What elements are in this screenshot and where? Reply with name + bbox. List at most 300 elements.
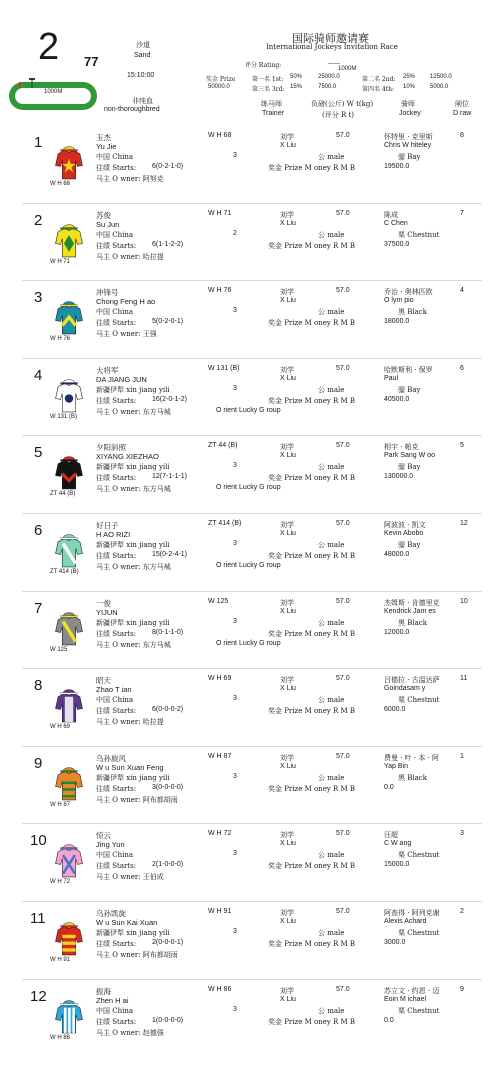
row-divider: [22, 358, 482, 359]
prize-1st-pct: 50%: [290, 74, 303, 80]
jockey-en: Park Sang W oo: [384, 452, 435, 460]
horse-age: 3: [233, 617, 237, 625]
jockey-silks-icon: [48, 530, 90, 572]
horse-origin: 中国 China: [96, 308, 134, 317]
track-distance-label: 1000M: [44, 89, 63, 95]
jockey-silks-icon: [48, 220, 90, 262]
prize-money-label: 奖金 Prize M oney R M B: [268, 707, 356, 716]
draw-number: 12: [460, 520, 468, 527]
horse-name-cn: 苏俊: [96, 210, 111, 220]
rating-value: ——: [328, 60, 340, 67]
prize-money-label: 奖金 Prize M oney R M B: [268, 552, 356, 560]
col-trainer-en: Trainer: [262, 110, 284, 117]
horse-age: 3: [233, 1005, 237, 1013]
horse-name-en: W u Sun Kai Xuan: [96, 918, 158, 927]
horse-name-en: H AO RIZI: [96, 530, 131, 539]
col-weight: 负磅(公斤) W t(kg): [311, 100, 374, 108]
horse-code: W H 71: [208, 209, 232, 217]
horse-sex: 公 male: [318, 929, 345, 937]
jockey-en: Paul: [384, 374, 399, 382]
starts-record: 15(0-2-4-1): [152, 551, 188, 558]
horse-origin: 中国 China: [96, 153, 134, 161]
runner-number: 3: [34, 289, 43, 307]
horse-color: 骝 Bay: [398, 385, 421, 394]
prize-label: 奖金 Prize: [206, 76, 236, 83]
owner: 马主 O wner: 哈拉提: [96, 718, 164, 727]
horse-age: 3: [233, 384, 237, 392]
runner-number: 8: [34, 677, 43, 695]
trainer-cn: 刘学: [280, 986, 294, 995]
carried-weight: 57.0: [336, 597, 350, 605]
starts-label: 往绩 Starts:: [96, 474, 137, 483]
breed-en: non-thoroughbred: [104, 106, 160, 113]
horse-name-cn: 大将军: [96, 365, 119, 375]
owner: 马主 O wner: 赵德强: [96, 1028, 164, 1037]
trainer-en: X Liu: [280, 530, 296, 537]
starts-label: 往绩 Starts:: [96, 552, 137, 560]
trainer-cn: 刘学: [280, 753, 294, 762]
starts-record: 12(7-1-1-1): [152, 473, 188, 481]
row-divider: [22, 668, 482, 669]
prize-money: 15000.0: [384, 861, 410, 869]
horse-code: W H 86: [208, 985, 232, 993]
horse-code-small: W H 76: [50, 336, 71, 343]
runner-number: 6: [34, 522, 43, 539]
trainer-cn: 刘学: [280, 831, 294, 840]
horse-name-cn: 玉杰: [96, 133, 111, 142]
horse-color: 栗 Chestnut: [398, 230, 440, 239]
runner-number: 10: [30, 832, 47, 850]
horse-name-cn: 乌孙凯旋: [96, 909, 126, 918]
horse-name-cn: 一俊: [96, 598, 111, 608]
horse-age: 3: [233, 152, 237, 159]
horse-age: 3: [233, 850, 237, 858]
horse-origin: 新疆伊犁 xin jiang yili: [96, 385, 170, 394]
col-rating: (评分 R t): [322, 111, 354, 119]
prize-4th-pct: 10%: [403, 84, 416, 90]
trainer-cn: 刘学: [280, 598, 294, 607]
carried-weight: 57.0: [336, 520, 350, 527]
jockey-en: Kendrick Jam es: [384, 607, 436, 615]
horse-name-en: Su Jun: [96, 219, 120, 229]
horse-code-small: W H 87: [50, 801, 71, 808]
prize-money: 48000.0: [384, 551, 410, 558]
starts-label: 往绩 Starts:: [96, 707, 137, 716]
owner: 马主 O wner: 阿布都胡雨: [96, 795, 178, 804]
prize-2nd-label: 第二名 2nd:: [362, 76, 396, 83]
horse-name-cn: 乌孙旋风: [96, 753, 126, 763]
horse-code-small: W 131 (B): [50, 413, 78, 420]
jockey-cn: 汪超: [384, 831, 398, 840]
draw-number: 1: [460, 752, 464, 760]
trainer-en: X Liu: [280, 995, 296, 1003]
prize-money: 0.0: [384, 1016, 394, 1024]
starts-label: 往绩 Starts:: [96, 862, 137, 871]
draw-number: 9: [460, 985, 464, 993]
jockey-en: Chris W hiteley: [384, 142, 432, 149]
owner: 马主 O wner: 哈拉提: [96, 252, 164, 261]
carried-weight: 57.0: [336, 209, 350, 217]
horse-name-cn: 惊云: [96, 831, 111, 841]
horse-age: 3: [233, 695, 237, 703]
horse-origin: 新疆伊犁 xin jiang yili: [96, 618, 170, 627]
row-divider: [22, 746, 482, 747]
jockey-en: Alexis Achard: [384, 918, 427, 925]
horse-origin: 新疆伊犁 xin jiang yili: [96, 541, 170, 549]
horse-code-small: W H 86: [50, 1034, 71, 1041]
jockey-silks-icon: [48, 297, 90, 339]
horse-sex: 公 male: [318, 618, 345, 627]
prize-2nd-pct: 25%: [403, 74, 416, 80]
prize-money: 40500.0: [384, 395, 410, 403]
horse-name-en: Jing Yun: [96, 840, 125, 850]
horse-code: W H 69: [208, 675, 232, 683]
starts-label: 往绩 Starts:: [96, 241, 137, 250]
jockey-cn: 乔治 · 奥林匹欧: [384, 288, 433, 297]
carried-weight: 57.0: [336, 287, 350, 295]
horse-sex: 公 male: [318, 1006, 345, 1015]
draw-number: 7: [460, 209, 464, 217]
owner-group: O rient Lucky G roup: [216, 406, 281, 414]
prize-money-label: 奖金 Prize M oney R M B: [268, 164, 356, 172]
horse-code: W H 68: [208, 132, 232, 139]
jockey-cn: 阿查得 · 阿列克谢: [384, 909, 440, 917]
carried-weight: 57.0: [336, 908, 350, 915]
starts-record: 8(0-1-1-0): [152, 628, 184, 636]
jockey-silks-icon: [48, 840, 90, 882]
horse-sex: 公 male: [318, 773, 345, 782]
jockey-en: Goindasam y: [384, 685, 426, 693]
carried-weight: 57.0: [336, 442, 350, 450]
jockey-en: O lym pio: [384, 297, 414, 305]
horse-age: 3: [233, 462, 237, 470]
horse-code-small: ZT 414 (B): [50, 569, 79, 575]
starts-record: 16(2-0-1-2): [152, 395, 188, 403]
horse-sex: 公 male: [318, 308, 345, 317]
owner: 马主 O wner: 东方马城: [96, 407, 171, 416]
horse-name-en: Chong Feng H ao: [96, 297, 156, 307]
prize-money-label: 奖金 Prize M oney R M B: [268, 629, 356, 638]
jockey-cn: 吕德拉 · 古温达萨: [384, 676, 440, 685]
trainer-en: X Liu: [280, 219, 296, 227]
runner-number: 1: [34, 134, 43, 151]
horse-name-cn: 冲锋号: [96, 288, 119, 298]
prize-money: 19500.0: [384, 163, 410, 170]
horse-code-small: W H 69: [50, 724, 71, 731]
race-number: 2: [38, 26, 60, 68]
horse-age: 3: [233, 307, 237, 315]
starts-record: 2(1-0-0-0): [152, 861, 184, 869]
trainer-en: X Liu: [280, 297, 296, 305]
starts-label: 往绩 Starts:: [96, 396, 137, 405]
draw-number: 4: [460, 287, 464, 295]
horse-code: W H 87: [208, 752, 232, 760]
trainer-en: X Liu: [280, 762, 296, 770]
jockey-silks-icon: [48, 452, 90, 494]
horse-code: W 131 (B): [208, 364, 240, 372]
runner-number: 5: [34, 444, 43, 462]
trainer-en: X Liu: [280, 685, 296, 693]
prize-money: 3000.0: [384, 939, 406, 946]
horse-sex: 公 male: [318, 463, 345, 472]
starts-record: 6(1-1-2-2): [152, 240, 184, 248]
carried-weight: 57.0: [336, 985, 350, 993]
jockey-cn: 哈默斯利 · 保罗: [384, 365, 433, 374]
draw-number: 10: [460, 597, 468, 605]
starts-label: 往绩 Starts:: [96, 940, 137, 948]
runner-number: 9: [34, 754, 43, 772]
carried-weight: 57.0: [336, 752, 350, 760]
prize-money-label: 奖金 Prize M oney R M B: [268, 940, 356, 948]
race-title-en: International Jockeys Invitation Race: [266, 43, 398, 51]
horse-code: ZT 414 (B): [208, 520, 242, 527]
draw-number: 3: [460, 830, 464, 838]
prize-money: 0.0: [384, 783, 394, 791]
prize-2nd-amt: 12500.0: [430, 74, 452, 80]
race-distance: 1000M: [338, 66, 357, 72]
prize-money: 37500.0: [384, 240, 410, 248]
draw-number: 5: [460, 442, 464, 450]
row-divider: [22, 280, 482, 281]
trainer-cn: 刘学: [280, 521, 294, 529]
draw-number: 8: [460, 132, 464, 139]
prize-money: 130000.0: [384, 473, 414, 481]
prize-3rd-amt: 7500.0: [318, 84, 337, 90]
jockey-cn: 杰姆斯 · 肯德里克: [384, 598, 440, 607]
horse-code-small: ZT 44 (B): [50, 491, 76, 498]
starts-record: 3(0-0-0-0): [152, 783, 184, 791]
horse-name-en: XIYANG XIEZHAO: [96, 452, 159, 462]
horse-color: 黑 Black: [398, 308, 427, 317]
horse-name-en: Zhao T ian: [96, 685, 132, 695]
trainer-en: X Liu: [280, 607, 296, 615]
jockey-silks-icon: [48, 142, 90, 184]
horse-code: ZT 44 (B): [208, 442, 238, 450]
jockey-silks-icon: [48, 608, 90, 650]
trainer-cn: 刘学: [280, 676, 294, 685]
trainer-cn: 刘学: [280, 909, 294, 917]
jockey-silks-icon: [48, 996, 90, 1038]
trainer-en: X Liu: [280, 374, 296, 382]
prize-4th-amt: 5000.0: [430, 84, 449, 90]
starts-label: 往绩 Starts:: [96, 629, 137, 638]
jockey-en: Yap Bin: [384, 762, 408, 770]
horse-name-en: Zhen H ai: [96, 995, 129, 1005]
race-track-icon: [8, 78, 98, 112]
horse-name-en: DA JIANG JUN: [96, 374, 147, 384]
horse-sex: 公 male: [318, 385, 345, 394]
runner-number: 7: [34, 599, 43, 617]
carried-weight: 57.0: [336, 830, 350, 838]
prize-money-label: 奖金 Prize M oney R M B: [268, 784, 356, 793]
starts-record: 6(0-2-1-0): [152, 163, 184, 170]
trainer-cn: 刘学: [280, 133, 294, 141]
horse-name-en: Yu Jie: [96, 142, 117, 151]
horse-code: W 125: [208, 597, 229, 605]
owner: 马主 O wner: 阿努克: [96, 175, 164, 183]
jockey-cn: 费曼 · 叶 · 本 · 阿: [384, 753, 440, 762]
jockey-en: Eoin M ichael: [384, 995, 427, 1003]
horse-code: W H 72: [208, 830, 232, 838]
trainer-cn: 刘学: [280, 210, 294, 219]
rating-label: 评分 Rating:: [245, 62, 282, 69]
col-jockey-cn: 骑师: [401, 100, 415, 108]
owner-group: O rient Lucky G roup: [216, 562, 281, 569]
runner-number: 4: [34, 366, 43, 384]
horse-age: 3: [233, 928, 237, 935]
prize-4th-label: 第四名 4th:: [362, 86, 395, 93]
horse-sex: 公 male: [318, 851, 345, 860]
prize-1st-label: 第一名 1st:: [252, 76, 284, 83]
jockey-en: C W ang: [384, 840, 412, 848]
prize-money-label: 奖金 Prize M oney R M B: [268, 474, 356, 483]
row-divider: [22, 823, 482, 824]
starts-label: 往绩 Starts:: [96, 164, 137, 172]
horse-origin: 新疆伊犁 xin jiang yili: [96, 929, 170, 937]
horse-code-small: W 125: [50, 646, 68, 653]
horse-sex: 公 male: [318, 153, 345, 161]
prize-money-label: 奖金 Prize M oney R M B: [268, 241, 356, 250]
prize-money: 12000.0: [384, 628, 410, 636]
starts-record: 5(0-2-0-1): [152, 318, 184, 326]
horse-color: 骝 Bay: [398, 153, 421, 161]
horse-origin: 中国 China: [96, 1006, 134, 1015]
horse-name-cn: 振海: [96, 986, 111, 996]
prize-3rd-pct: 15%: [290, 84, 303, 90]
owner: 马主 O wner: 东方马城: [96, 640, 171, 649]
trainer-cn: 刘学: [280, 443, 294, 452]
row-divider: [22, 435, 482, 436]
horse-color: 栗 Chestnut: [398, 696, 440, 705]
horse-name-cn: 好日子: [96, 521, 119, 530]
horse-code-small: W H 72: [50, 879, 71, 886]
starts-label: 往绩 Starts:: [96, 319, 137, 328]
trainer-en: X Liu: [280, 918, 296, 925]
horse-origin: 中国 China: [96, 230, 134, 239]
horse-name-cn: 昭天: [96, 676, 111, 686]
trainer-cn: 刘学: [280, 365, 294, 374]
col-draw-cn: 闸位: [455, 100, 469, 108]
horse-name-cn: 夕阳斜照: [96, 443, 126, 453]
surface-en: Sand: [134, 52, 151, 59]
horse-name-en: YIJUN: [96, 607, 118, 617]
breed-cn: 非纯血: [132, 97, 153, 105]
horse-color: 黑 Black: [398, 773, 427, 782]
surface-cn: 沙道: [136, 41, 150, 49]
race-title-cn: 国际骑师邀请赛: [292, 32, 369, 45]
row-divider: [22, 513, 482, 514]
horse-origin: 新疆伊犁 xin jiang yili: [96, 773, 170, 782]
horse-origin: 新疆伊犁 xin jiang yili: [96, 463, 170, 472]
jockey-silks-icon: [48, 763, 90, 805]
carried-weight: 57.0: [336, 132, 350, 139]
row-divider: [22, 901, 482, 902]
horse-code: W H 76: [208, 287, 232, 295]
draw-number: 6: [460, 364, 464, 372]
jockey-silks-icon: [48, 685, 90, 727]
owner: 马主 O wner: 阿布都胡雨: [96, 951, 178, 959]
horse-code-small: W H 68: [50, 181, 71, 187]
horse-color: 骝 Bay: [398, 541, 421, 549]
prize-money-label: 奖金 Prize M oney R M B: [268, 1017, 356, 1026]
horse-sex: 公 male: [318, 541, 345, 549]
trainer-en: X Liu: [280, 840, 296, 848]
jockey-cn: 怀特里 · 克里斯: [384, 133, 433, 141]
carried-weight: 57.0: [336, 364, 350, 372]
starts-record: 1(0-0-0-0): [152, 1016, 184, 1024]
trainer-en: X Liu: [280, 142, 296, 149]
jockey-silks-icon: [48, 918, 90, 960]
row-divider: [22, 591, 482, 592]
owner: 马主 O wner: 东方马城: [96, 563, 171, 571]
col-draw-en: D raw: [453, 110, 472, 117]
horse-sex: 公 male: [318, 230, 345, 239]
owner-group: O rient Lucky G roup: [216, 639, 281, 647]
starts-label: 往绩 Starts:: [96, 784, 137, 793]
prize-money: 18000.0: [384, 318, 410, 326]
owner-group: O rient Lucky G roup: [216, 484, 281, 492]
prize-3rd-label: 第三名 3rd:: [252, 86, 285, 93]
trainer-en: X Liu: [280, 452, 296, 460]
horse-color: 骝 Bay: [398, 463, 421, 472]
draw-number: 2: [460, 908, 464, 915]
horse-age: 3: [233, 772, 237, 780]
prize-money-label: 奖金 Prize M oney R M B: [268, 396, 356, 405]
prize-money-label: 奖金 Prize M oney R M B: [268, 319, 356, 328]
jockey-cn: 阿波波 · 凯文: [384, 521, 426, 529]
horse-age: 3: [233, 540, 237, 547]
draw-number: 11: [460, 675, 468, 683]
runner-number: 11: [30, 910, 46, 927]
race-distance-code: 77: [84, 54, 99, 69]
race-time: 15:10:00: [127, 72, 155, 79]
horse-origin: 中国 China: [96, 696, 134, 705]
col-trainer-cn: 练马师: [261, 100, 282, 108]
prize-total: 50000.0: [208, 84, 230, 90]
prize-money-label: 奖金 Prize M oney R M B: [268, 862, 356, 871]
trainer-cn: 刘学: [280, 288, 294, 297]
col-jockey-en: Jockey: [399, 110, 421, 117]
horse-code: W H 91: [208, 908, 232, 915]
horse-age: 2: [233, 229, 237, 237]
horse-color: 栗 Chestnut: [398, 1006, 440, 1015]
horse-color: 栗 Chestnut: [398, 851, 440, 860]
jockey-cn: 相宇 · 帕克: [384, 443, 419, 452]
owner: 马主 O wner: 东方马城: [96, 485, 171, 494]
runner-number: 2: [34, 211, 43, 229]
horse-sex: 公 male: [318, 696, 345, 705]
row-divider: [22, 979, 482, 980]
owner: 马主 O wner: 王伯成: [96, 873, 164, 882]
prize-1st-amt: 25000.0: [318, 74, 340, 80]
starts-record: 2(0-0-0-1): [152, 939, 184, 946]
horse-code-small: W H 91: [50, 957, 71, 963]
horse-code-small: W H 71: [50, 258, 71, 265]
runner-number: 12: [30, 987, 47, 1005]
jockey-en: Kevin Abobo: [384, 530, 424, 537]
starts-record: 6(0-0-0-2): [152, 706, 184, 714]
jockey-silks-icon: [48, 375, 90, 417]
jockey-en: C Chen: [384, 219, 408, 227]
horse-color: 黑 Black: [398, 618, 427, 627]
horse-origin: 中国 China: [96, 851, 134, 860]
prize-money: 6000.0: [384, 706, 406, 714]
carried-weight: 57.0: [336, 675, 350, 683]
horse-name-en: W u Sun Xuan Feng: [96, 762, 164, 772]
owner: 马主 O wner: 王强: [96, 330, 157, 339]
starts-label: 往绩 Starts:: [96, 1017, 137, 1026]
jockey-cn: 苏立文 · 约恩 · 迈: [384, 986, 440, 995]
